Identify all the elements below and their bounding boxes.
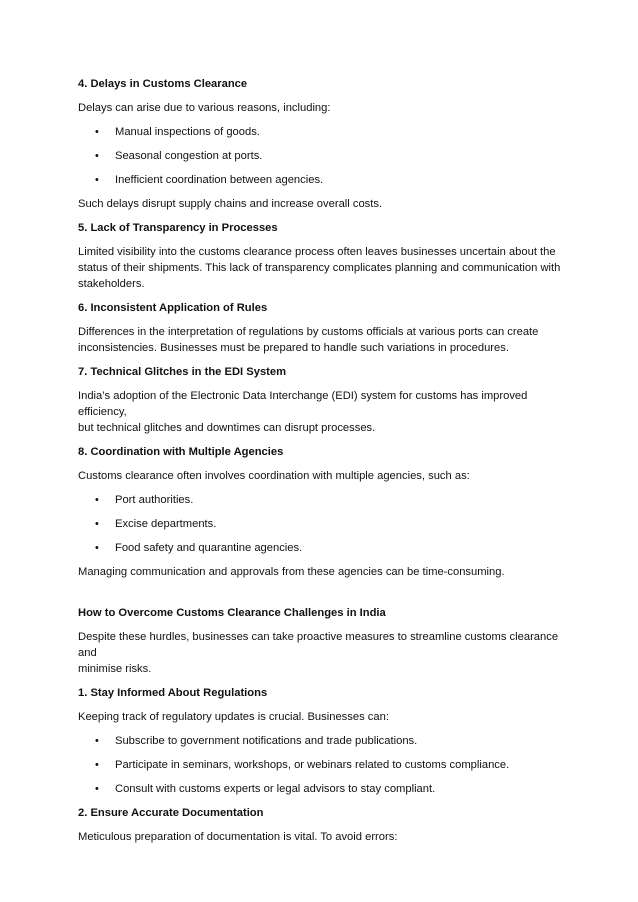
list-item: [78, 757, 568, 773]
paragraph-line: but technical glitches and downtimes can disrupt processes.: [78, 422, 376, 434]
paragraph-line: Limited visibility into the customs clearance process often leaves businesses uncertain about the: [78, 246, 556, 258]
paragraph: Delays can arise due to various reasons, including:: [78, 102, 331, 114]
list-item-text: Port authorities.: [115, 494, 194, 506]
list-item-text: Consult with customs experts or legal advisors to stay compliant.: [115, 783, 436, 795]
bullet-icon: •: [95, 150, 99, 162]
list-item-text: Food safety and quarantine agencies.: [115, 542, 303, 554]
bullet-list: [78, 733, 568, 797]
list-item: [78, 124, 568, 140]
paragraph: Meticulous preparation of documentation is vital. To avoid errors:: [78, 831, 398, 843]
paragraph: Such delays disrupt supply chains and increase overall costs.: [78, 198, 383, 210]
list-item: [78, 148, 568, 164]
bullet-icon: •: [95, 518, 99, 530]
bullet-icon: •: [95, 126, 99, 138]
paragraph-line: stakeholders.: [78, 278, 145, 290]
list-item: [78, 781, 568, 797]
paragraph: [78, 324, 568, 356]
paragraph: [78, 629, 568, 677]
paragraph: Keeping track of regulatory updates is crucial. Businesses can:: [78, 711, 389, 723]
bullet-icon: •: [95, 759, 99, 771]
paragraph: Customs clearance often involves coordination with multiple agencies, such as:: [78, 470, 470, 482]
bullet-icon: •: [95, 494, 99, 506]
list-item-text: Participate in seminars, workshops, or webinars related to customs compliance.: [115, 759, 510, 771]
list-item: [78, 172, 568, 188]
list-item: [78, 516, 568, 532]
section-heading: 1. Stay Informed About Regulations: [78, 687, 268, 699]
section-heading: 7. Technical Glitches in the EDI System: [78, 366, 287, 378]
paragraph-line: Differences in the interpretation of regulations by customs officials at various ports can create: [78, 326, 539, 338]
section-heading: How to Overcome Customs Clearance Challenges in India: [78, 607, 386, 619]
paragraph: [78, 244, 568, 292]
paragraph-line: status of their shipments. This lack of transparency complicates planning and communication with: [78, 262, 561, 274]
paragraph: [78, 388, 568, 436]
paragraph-line: India’s adoption of the Electronic Data Interchange (EDI) system for customs has improved efficiency,: [78, 390, 528, 418]
list-item: [78, 540, 568, 556]
list-item-text: Manual inspections of goods.: [115, 126, 260, 138]
list-item-text: Subscribe to government notifications and trade publications.: [115, 735, 418, 747]
paragraph-line: inconsistencies. Businesses must be prepared to handle such variations in procedures.: [78, 342, 509, 354]
paragraph-line: Despite these hurdles, businesses can take proactive measures to streamline customs clearance and: [78, 631, 559, 659]
list-item-text: Excise departments.: [115, 518, 217, 530]
bullet-icon: •: [95, 174, 99, 186]
list-item: [78, 733, 568, 749]
document-page: [78, 76, 568, 845]
section-heading: 2. Ensure Accurate Documentation: [78, 807, 264, 819]
bullet-icon: •: [95, 735, 99, 747]
section-heading: 4. Delays in Customs Clearance: [78, 78, 248, 90]
section-heading: 8. Coordination with Multiple Agencies: [78, 446, 284, 458]
list-item-text: Seasonal congestion at ports.: [115, 150, 263, 162]
paragraph-line: minimise risks.: [78, 663, 152, 675]
paragraph: Managing communication and approvals from these agencies can be time-consuming.: [78, 566, 505, 578]
section-heading: 6. Inconsistent Application of Rules: [78, 302, 268, 314]
list-item: [78, 492, 568, 508]
section-heading: 5. Lack of Transparency in Processes: [78, 222, 278, 234]
bullet-list: [78, 124, 568, 188]
bullet-icon: •: [95, 783, 99, 795]
bullet-list: [78, 492, 568, 556]
bullet-icon: •: [95, 542, 99, 554]
list-item-text: Inefficient coordination between agencies.: [115, 174, 324, 186]
